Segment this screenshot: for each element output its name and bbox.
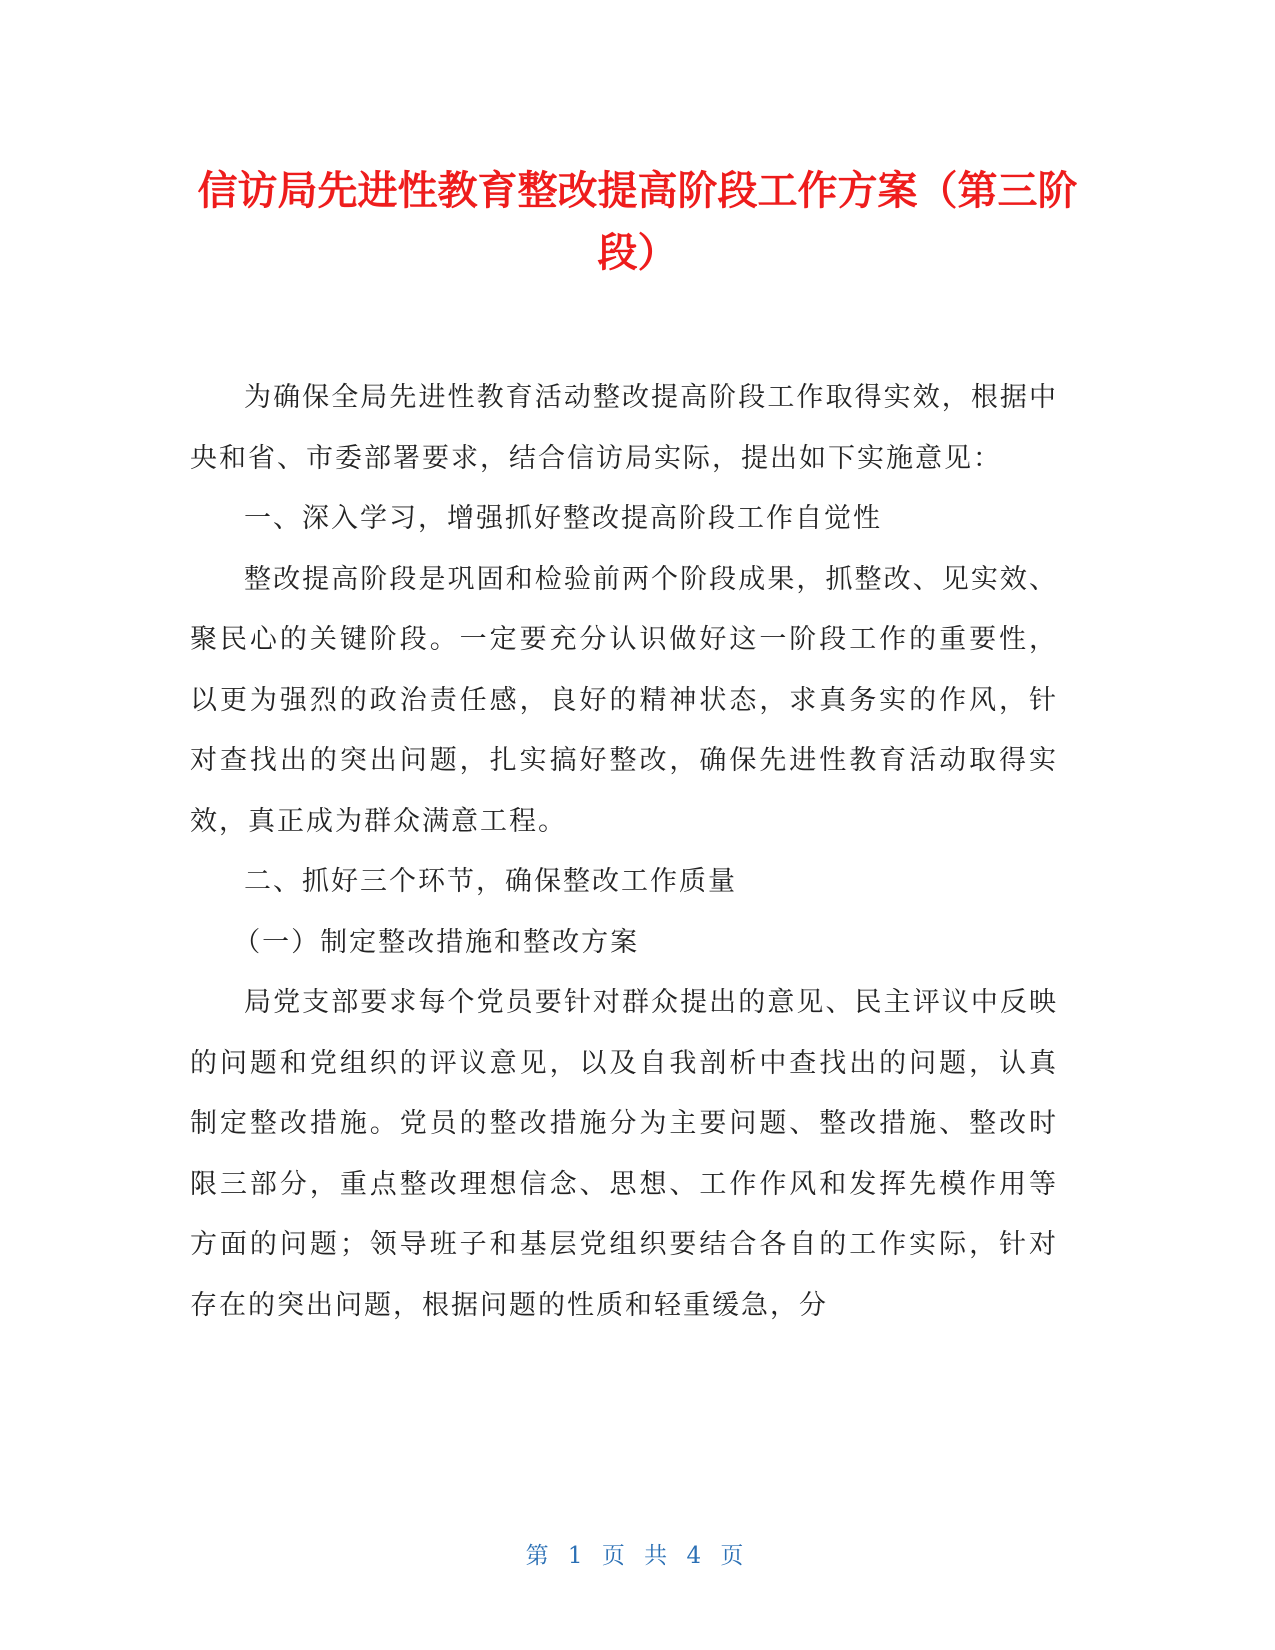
document-title: 信访局先进性教育整改提高阶段工作方案（第三阶段） — [197, 168, 1078, 276]
section-heading-1: 一、深入学习，增强抓好整改提高阶段工作自觉性 — [244, 503, 882, 534]
paragraph-section-1: 整改提高阶段是巩固和检验前两个阶段成果，抓整改、见实效、聚民心的关键阶段。一定要充分认识做好这一阶段工作的重要性，以更为强烈的政治责任感，良好的精神状态，求真务实的作风，针对查找出的突出问题，扎实搞好整改，确保先进性教育活动取得实效，真正成为群众满意工程。 — [190, 563, 1058, 837]
document-body — [190, 368, 1058, 1336]
page-number-footer: 第 1 页 共 4 页 — [525, 1543, 750, 1569]
section-heading-2: 二、抓好三个环节，确保整改工作质量 — [244, 866, 737, 897]
paragraph-intro: 为确保全局先进性教育活动整改提高阶段工作取得实效，根据中央和省、市委部署要求，结合信访局实际，提出如下实施意见： — [190, 382, 1058, 474]
subsection-heading-1: （一）制定整改措施和整改方案 — [233, 926, 640, 958]
paragraph-subsection-1: 局党支部要求每个党员要针对群众提出的意见、民主评议中反映的问题和党组织的评议意见，以及自我剖析中查找出的问题，认真制定整改措施。党员的整改措施分为主要问题、整改措施、整改时限三部分，重点整改理想信念、思想、工作作风和发挥先模作用等方面的问题；领导班子和基层党组织要结合各自的工作实际，针对存在的突出问题，根据问题的性质和轻重缓急，分 — [190, 987, 1058, 1321]
